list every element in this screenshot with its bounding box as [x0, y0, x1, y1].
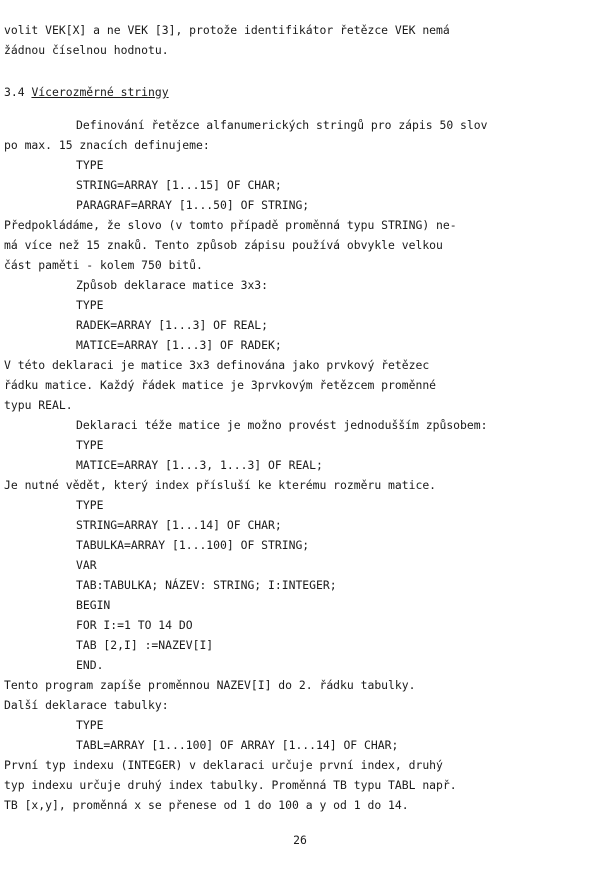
paragraph-line: TB [x,y], proměnná x se přenese od 1 do 100 a y od 1 do 14. — [4, 798, 409, 812]
code-line: TAB [2,I] :=NAZEV[I] — [76, 638, 214, 652]
paragraph-line: část paměti - kolem 750 bitů. — [4, 258, 203, 272]
code-line: TABL=ARRAY [1...100] OF ARRAY [1...14] OF CHAR; — [76, 738, 399, 752]
section-title: Vícerozměrné stringy — [31, 85, 169, 99]
section-number: 3.4 — [4, 85, 32, 99]
paragraph-line: volit VEK[X] a ne VEK [3], protože identifikátor řetězce VEK nemá — [4, 23, 450, 37]
paragraph-line: žádnou číselnou hodnotu. — [4, 43, 169, 57]
paragraph-line: má více než 15 znaků. Tento způsob zápisu používá obvykle velkou — [4, 238, 443, 252]
code-line: VAR — [76, 558, 97, 572]
paragraph-line: Předpokládáme, že slovo (v tomto případě proměnná typu STRING) ne- — [4, 218, 457, 232]
code-line: PARAGRAF=ARRAY [1...50] OF STRING; — [76, 198, 310, 212]
paragraph-line: Způsob deklarace matice 3x3: — [76, 278, 269, 292]
section-heading — [4, 82, 594, 102]
code-line: TAB:TABULKA; NÁZEV: STRING; I:INTEGER; — [76, 578, 337, 592]
paragraph-line: řádku matice. Každý řádek matice je 3prvkovým řetězcem proměnné — [4, 378, 437, 392]
paragraph-line: typ indexu určuje druhý index tabulky. Proměnná TB typu TABL např. — [4, 778, 457, 792]
paragraph-line: První typ indexu (INTEGER) v deklaraci určuje první index, druhý — [4, 758, 443, 772]
paragraph-line: Další deklarace tabulky: — [4, 698, 169, 712]
code-line: TYPE — [76, 438, 104, 452]
code-line: BEGIN — [76, 598, 111, 612]
code-line: TYPE — [76, 298, 104, 312]
code-line: TABULKA=ARRAY [1...100] OF STRING; — [76, 538, 310, 552]
page-number: 26 — [293, 833, 307, 847]
paragraph-line: Definování řetězce alfanumerických stringů pro zápis 50 slov — [76, 118, 488, 132]
paragraph-line: typu REAL. — [4, 398, 73, 412]
paragraph-line: Je nutné vědět, který index přísluší ke kterému rozměru matice. — [4, 478, 437, 492]
code-line: STRING=ARRAY [1...14] OF CHAR; — [76, 518, 282, 532]
code-line: TYPE — [76, 718, 104, 732]
paragraph-line: V této deklaraci je matice 3x3 definována jako prvkový řetězec — [4, 358, 430, 372]
code-line: TYPE — [76, 158, 104, 172]
paragraph-line: Tento program zapíše proměnnou NAZEV[I] do 2. řádku tabulky. — [4, 678, 416, 692]
code-line: MATICE=ARRAY [1...3, 1...3] OF REAL; — [76, 458, 323, 472]
paragraph-line: Deklaraci téže matice je možno provést jednodušším způsobem: — [76, 418, 488, 432]
code-line: MATICE=ARRAY [1...3] OF RADEK; — [76, 338, 282, 352]
paragraph-line: po max. 15 znacích definujeme: — [4, 138, 210, 152]
code-line: TYPE — [76, 498, 104, 512]
code-line: RADEK=ARRAY [1...3] OF REAL; — [76, 318, 269, 332]
code-line: STRING=ARRAY [1...15] OF CHAR; — [76, 178, 282, 192]
code-line: END. — [76, 658, 104, 672]
code-line: FOR I:=1 TO 14 DO — [76, 618, 193, 632]
